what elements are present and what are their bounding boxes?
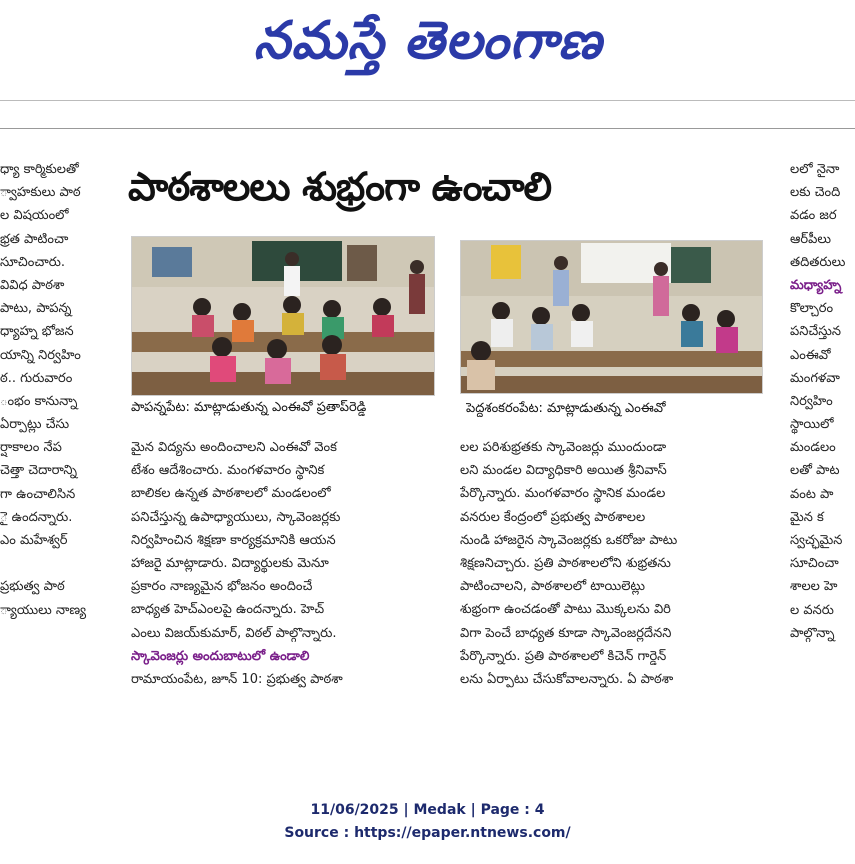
text-line: మంగళవా bbox=[790, 370, 840, 386]
text-line: స్కావెంజర్లు అందుబాటులో ఉండాలి bbox=[131, 648, 310, 664]
text-line: వడం జర bbox=[790, 208, 837, 224]
text-line: సూచించారు. bbox=[0, 254, 66, 270]
text-line: శుభ్రంగా ఉంచడంతో పాటు మొక్కలను విరి bbox=[460, 602, 671, 618]
text-line: స్థాయిలో bbox=[790, 417, 834, 433]
text-line: బాలికల ఉన్నత పాఠశాలలో మండలంలో bbox=[131, 486, 331, 502]
far-right-column-text bbox=[790, 158, 855, 758]
text-line: వనరుల కేంద్రంలో ప్రభుత్వ పాఠశాలల bbox=[460, 509, 646, 525]
left-column-text bbox=[0, 158, 104, 758]
classroom-photo-left bbox=[131, 236, 435, 396]
middle-column-text bbox=[131, 436, 436, 696]
text-line: పనిచేస్తున bbox=[790, 324, 841, 340]
masthead-rule bbox=[0, 100, 855, 101]
text-line: ప్రకారం నాణ్యమైన భోజనం అందించే bbox=[131, 579, 313, 595]
text-line bbox=[0, 552, 104, 575]
text-line: ఏర్పాట్లు చేసు bbox=[0, 417, 70, 433]
newspaper-logo: నమస్తే తెలంగాణ bbox=[253, 10, 603, 71]
text-line: విగా పెంచే బాధ్యత కూడా స్కావెంజర్లదేనని bbox=[460, 625, 672, 641]
text-line: ఆర్‌పీలు bbox=[790, 231, 832, 247]
text-line: పాల్గొన్నా bbox=[790, 625, 835, 641]
classroom-photo-right bbox=[460, 240, 763, 394]
text-line: మైన విద్యను అందించాలని ఎంఈవో వెంక bbox=[131, 440, 337, 455]
text-line: లల పరిశుభ్రతకు స్కావెంజర్లు ముందుండా bbox=[460, 440, 667, 455]
text-line: నిర్వహిం bbox=[790, 393, 833, 409]
text-line: ధ్యా కార్మికులతో bbox=[0, 162, 79, 177]
text-line: హాజరై మాట్లాడారు. విద్యార్థులకు మెనూ bbox=[131, 555, 329, 571]
text-line: గా ఉంచాలిసిన bbox=[0, 486, 76, 502]
text-line: కొల్చారం bbox=[790, 301, 834, 317]
text-line: మధ్యాహ్న bbox=[790, 277, 842, 293]
text-line: వివిధ పాఠశా bbox=[0, 277, 65, 293]
text-line: మండలం bbox=[790, 440, 836, 456]
text-line: ల వనరు bbox=[790, 602, 834, 618]
text-line: ర్షాకాలం నేప bbox=[0, 440, 62, 456]
text-line: శిక్షణనిచ్చారు. ప్రతి పాఠశాలలోని శుభ్రతను bbox=[460, 555, 671, 571]
right-column-text bbox=[460, 436, 765, 696]
text-line: టేశం ఆదేశించారు. మంగళవారం స్థానిక bbox=[131, 463, 325, 479]
left-photo-caption: పాపన్నపేట: మాట్లాడుతున్న ఎంఈవో ప్రతాప్‌రెడ్డి bbox=[131, 400, 367, 415]
text-line: ల విషయంలో bbox=[0, 208, 69, 224]
text-line: భ్రత పాటించా bbox=[0, 231, 69, 247]
text-line: రామాయంపేట, జూన్ 10: ప్రభుత్వ పాఠశా bbox=[131, 671, 343, 687]
text-line: మైన క bbox=[790, 509, 824, 525]
text-line: ఎంలు విజయ్‌కుమార్, విఠల్ పాల్గొన్నారు. bbox=[131, 625, 337, 641]
classroom-photo-left-image bbox=[132, 237, 434, 395]
text-line: బాధ్యత హెచ్‌ఎంలపై ఉందన్నారు. హెచ్ bbox=[131, 602, 325, 618]
text-line: ంభం కానున్నా bbox=[0, 393, 78, 409]
text-line: పేర్కొన్నారు. మంగళవారం స్థానిక మండల bbox=[460, 486, 666, 502]
text-line: స్వచ్ఛమైన bbox=[790, 533, 843, 548]
text-line: లను ఏర్పాటు చేసుకోవాలన్నారు. ఏ పాఠశా bbox=[460, 671, 674, 687]
text-line: ఎం మహేశ్వర్ bbox=[0, 533, 68, 548]
text-line: నుండి హాజరైన స్కావెంజర్లకు ఒకరోజు పాటు bbox=[460, 532, 678, 548]
article-headline: పాఠశాలలు శుభ్రంగా ఉంచాలి bbox=[128, 165, 552, 210]
footer-date-line: 11/06/2025 | Medak | Page : 4 bbox=[310, 802, 545, 818]
text-line: చెత్తా చెదారాన్ని bbox=[0, 463, 77, 479]
text-line: ఎంఈవో bbox=[790, 347, 831, 363]
text-line: లతో పాట bbox=[790, 463, 840, 479]
text-line: నిర్వహించిన శిక్షణా కార్యక్రమానికి ఆయన bbox=[131, 532, 336, 548]
footer-source-line: Source : https://epaper.ntnews.com/ bbox=[284, 825, 571, 841]
section-rule bbox=[0, 128, 855, 129]
text-line: పేర్కొన్నారు. ప్రతి పాఠశాలలో కిచెన్ గార్డెన్ bbox=[460, 648, 667, 664]
text-line: తదితరులు bbox=[790, 254, 846, 270]
text-line: పాటించాలని, పాఠశాలలో టాయిలెట్లు bbox=[460, 579, 645, 595]
text-line: శాలల హె bbox=[790, 579, 838, 595]
text-line: ్వాహకులు పాఠ bbox=[0, 185, 81, 201]
masthead bbox=[0, 0, 855, 92]
text-line: లలో నైనా bbox=[790, 162, 840, 177]
text-line: వంట పా bbox=[790, 486, 834, 502]
right-photo-caption: పెద్దశంకరంపేట: మాట్లాడుతున్న ఎంఈవో bbox=[466, 401, 666, 416]
text-line: పాటు, పాపన్న bbox=[0, 301, 72, 317]
text-line: యాన్ని నిర్వహిం bbox=[0, 347, 81, 363]
text-line: ై ఉందన్నారు. bbox=[0, 509, 73, 525]
text-line: ధ్యాహ్న భోజన bbox=[0, 324, 74, 340]
text-line: లని మండల విద్యాధికారి అయిత శ్రీనివాస్ bbox=[460, 463, 667, 479]
text-line: సూచించా bbox=[790, 556, 839, 572]
text-line: పనిచేస్తున్న ఉపాధ్యాయులు, స్కావెంజర్లకు bbox=[131, 509, 341, 525]
text-line: ప్రభుత్వ పాఠ bbox=[0, 579, 65, 595]
text-line: లకు చెంది bbox=[790, 185, 841, 201]
text-line: ్యాయులు నాణ్య bbox=[0, 602, 87, 618]
classroom-photo-right-image bbox=[461, 241, 762, 393]
text-line: ఠ.. గురువారం bbox=[0, 370, 73, 386]
